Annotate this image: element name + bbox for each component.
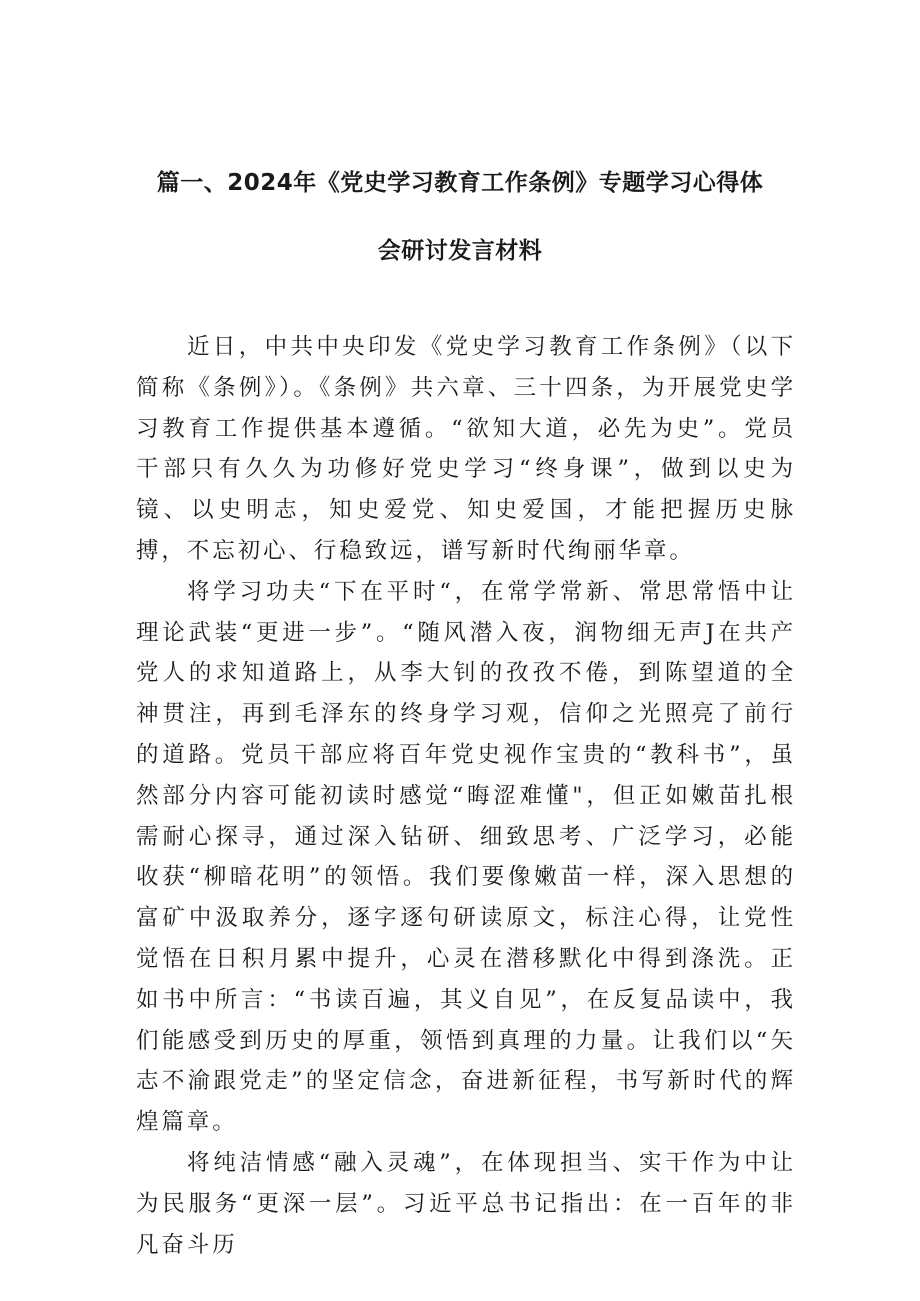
document-title-line-1: 篇一、2024年《党史学习教育工作条例》专题学习心得体 — [156, 170, 764, 196]
paragraph-intro: 近日，中共中央印发《党史学习教育工作条例》（以下简称《条例》）。《条例》共六章、三十四条，为开展党史学习教育工作提供基本遵循。“欲知大道，必先为史”。党员干部只有久久为功修好党史学习“终身课”，做到以史为镜、以史明志，知史爱党、知史爱国，才能把握历史脉搏，不忘初心、行稳致远，谱写新时代绚丽华章。 — [136, 334, 796, 564]
paragraph-study: 将学习功夫“下在平时“，在常学常新、常思常悟中让理论武装“更进一步”。“随风潜入夜，润物细无声J在共产党人的求知道路上，从李大钊的孜孜不倦，到陈望道的全神贯注，再到毛泽东的终身学习观，信仰之光照亮了前行的道路。党员干部应将百年党史视作宝贵的“教科书”，虽然部分内容可能初读时感觉“晦涩难懂"，但正如嫩苗扎根需耐心探寻，通过深入钻研、细致思考、广泛学习，必能收获“柳暗花明”的领悟。我们要像嫩苗一样，深入思想的富矿中汲取养分，逐字逐句研读原文，标注心得，让党性觉悟在日积月累中提升，心灵在潜移默化中得到涤洗。正如书中所言：“书读百遍，其义自见”，在反复品读中，我们能感受到历史的厚重，领悟到真理的力量。让我们以“矢志不渝跟党走”的坚定信念，奋进新征程，书写新时代的辉煌篇章。 — [136, 578, 796, 1136]
document-title-line-2: 会研讨发言材料 — [377, 238, 543, 264]
paragraph-service: 将纯洁情感“融入灵魂”，在体现担当、实干作为中让为民服务“更深一层”。习近平总书记指出：在一百年的非凡奋斗历 — [136, 1149, 796, 1258]
document-body — [136, 327, 796, 1265]
